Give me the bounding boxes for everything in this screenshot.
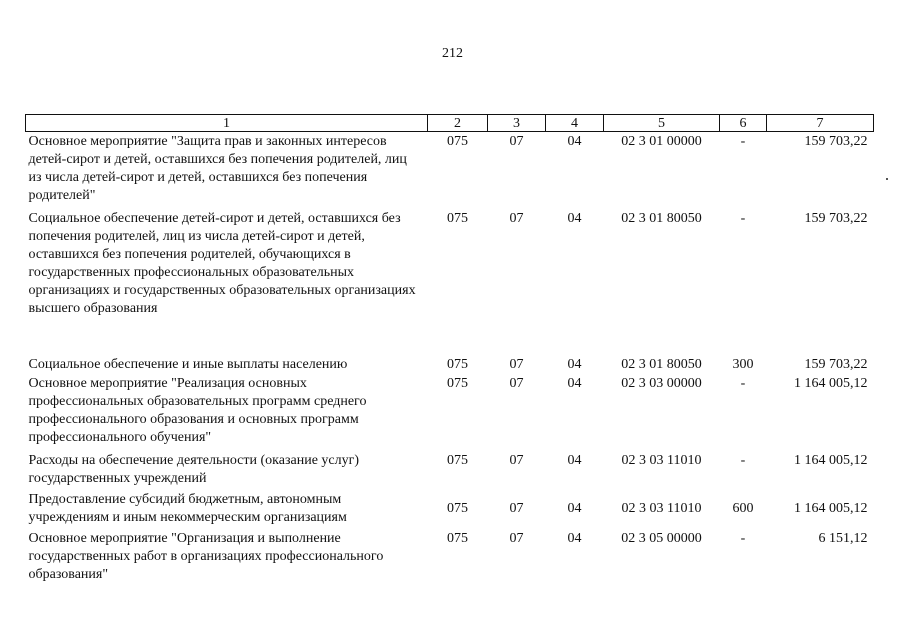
- column-header: 1: [26, 115, 428, 132]
- subsection-code: 04: [567, 376, 582, 391]
- subsection-code: 04: [567, 501, 582, 516]
- column-header: 5: [604, 115, 720, 132]
- ministry-code: 075: [447, 453, 468, 468]
- expense-type-code: -: [740, 531, 746, 546]
- expense-name: Основное мероприятие "Реализация основных профессиональных образовательных программ среднего профессионального образования и основных программ профессионального обучения": [28, 376, 367, 445]
- expense-name: Предоставление субсидий бюджетным, автономным учреждениям и иным некоммерческим организациям: [28, 492, 347, 525]
- amount: 159 703,22: [804, 134, 868, 149]
- column-header: 7: [767, 115, 874, 132]
- ministry-code: 075: [447, 134, 468, 149]
- section-code: 07: [509, 211, 524, 226]
- subsection-code: 04: [567, 357, 582, 372]
- expense-name: Расходы на обеспечение деятельности (оказание услуг) государственных учреждений: [28, 453, 360, 486]
- section-code: 07: [509, 376, 524, 391]
- expense-type-code: -: [740, 211, 746, 226]
- column-header: 4: [546, 115, 604, 132]
- subsection-code: 04: [567, 211, 582, 226]
- expense-name: Социальное обеспечение и иные выплаты населению: [28, 357, 348, 372]
- target-article-code: 02 3 05 00000: [621, 531, 702, 546]
- target-article-code: 02 3 01 00000: [621, 134, 702, 149]
- subsection-code: 04: [567, 531, 582, 546]
- table-row: [26, 210, 874, 356]
- ministry-code: 075: [447, 211, 468, 226]
- amount: 6 151,12: [818, 531, 868, 546]
- table-row: [26, 375, 874, 452]
- expense-name: Основное мероприятие "Защита прав и законных интересов детей-сирот и детей, оставшихся без попечения родителей, лиц из числа детей-сирот и детей, оставшихся без попечения родителей": [28, 134, 407, 203]
- ministry-code: 075: [447, 531, 468, 546]
- target-article-code: 02 3 03 00000: [621, 376, 702, 391]
- amount: 1 164 005,12: [794, 376, 868, 391]
- subsection-code: 04: [567, 453, 582, 468]
- target-article-code: 02 3 03 11010: [621, 501, 702, 516]
- scan-speck: [886, 178, 888, 180]
- expense-type-code: 300: [732, 357, 754, 372]
- amount: 159 703,22: [804, 211, 868, 226]
- expense-type-code: -: [740, 376, 746, 391]
- section-code: 07: [509, 357, 524, 372]
- target-article-code: 02 3 01 80050: [621, 357, 702, 372]
- section-code: 07: [509, 501, 524, 516]
- section-code: 07: [509, 453, 524, 468]
- expense-type-code: -: [740, 453, 746, 468]
- section-code: 07: [509, 531, 524, 546]
- expense-name: Социальное обеспечение детей-сирот и детей, оставшихся без попечения родителей, лиц из числа детей-сирот и детей, оставшихся без попечения родителей, обучающихся в государственных профессиональных образовательных организациях и государственных образовательных организациях высшего образования: [28, 211, 416, 316]
- expense-type-code: -: [740, 134, 746, 149]
- column-header: 2: [428, 115, 488, 132]
- amount: 159 703,22: [804, 357, 868, 372]
- target-article-code: 02 3 01 80050: [621, 211, 702, 226]
- column-header: 3: [488, 115, 546, 132]
- table-row: [26, 530, 874, 587]
- target-article-code: 02 3 03 11010: [621, 453, 702, 468]
- amount: 1 164 005,12: [794, 501, 868, 516]
- expense-type-code: 600: [732, 501, 754, 516]
- table-row: [26, 356, 874, 375]
- subsection-code: 04: [567, 134, 582, 149]
- column-header: 6: [720, 115, 767, 132]
- page-number: 212: [442, 46, 463, 61]
- budget-allocation-table: [25, 114, 874, 587]
- expense-name: Основное мероприятие "Организация и выполнение государственных работ в организациях профессионального образования": [28, 531, 384, 582]
- table-row: [26, 132, 874, 211]
- ministry-code: 075: [447, 501, 468, 516]
- ministry-code: 075: [447, 357, 468, 372]
- table-row: [26, 452, 874, 491]
- amount: 1 164 005,12: [794, 453, 868, 468]
- section-code: 07: [509, 134, 524, 149]
- table-row: [26, 491, 874, 530]
- table-header-row: [26, 115, 874, 132]
- ministry-code: 075: [447, 376, 468, 391]
